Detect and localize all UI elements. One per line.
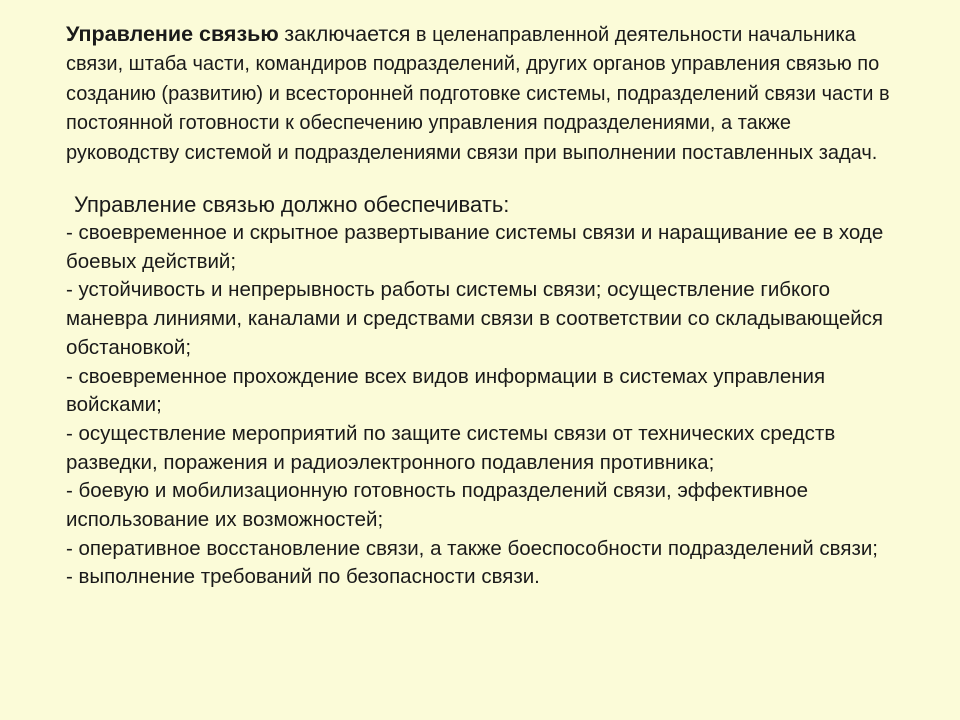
list-item: - осуществление мероприятий по защите системы связи от технических средств разведки, поражения и радиоэлектронного подавления противника; xyxy=(66,421,836,474)
defined-term: Управление связью xyxy=(66,22,279,46)
slide-content xyxy=(66,20,906,592)
definition-verb: заключается xyxy=(284,22,411,46)
definition-text: в целенаправленной деятельности начальника связи, штаба части, командиров подразделений, других органов управления связью по созданию (развитию) и всесторонней подготовке системы, подразделений связи части в постоянной готовности к обеспечению управления подразделениями, а также руководству системой и подразделениями связи при выполнении поставленных задач. xyxy=(66,24,890,164)
list-item: - боевую и мобилизационную готовность подразделений связи, эффективное использование их возможностей; xyxy=(66,479,808,532)
list-item: - оперативное восстановление связи, а также боеспособности подразделений связи; xyxy=(66,536,878,560)
requirements-section xyxy=(66,190,906,592)
list-item: - устойчивость и непрерывность работы системы связи; осуществление гибкого маневра линиями, каналами и средствами связи в соответствии со складывающейся обстановкой; xyxy=(66,278,884,359)
list-item: - своевременное и скрытное развертывание системы связи и наращивание ее в ходе боевых действий; xyxy=(66,221,884,273)
definition-paragraph xyxy=(66,20,906,168)
requirements-heading: Управление связью должно обеспечивать: xyxy=(74,192,510,218)
list-item: - своевременное прохождение всех видов информации в системах управления войсками; xyxy=(66,364,826,417)
list-item: - выполнение требований по безопасности связи. xyxy=(66,565,540,589)
requirements-list xyxy=(66,219,906,592)
